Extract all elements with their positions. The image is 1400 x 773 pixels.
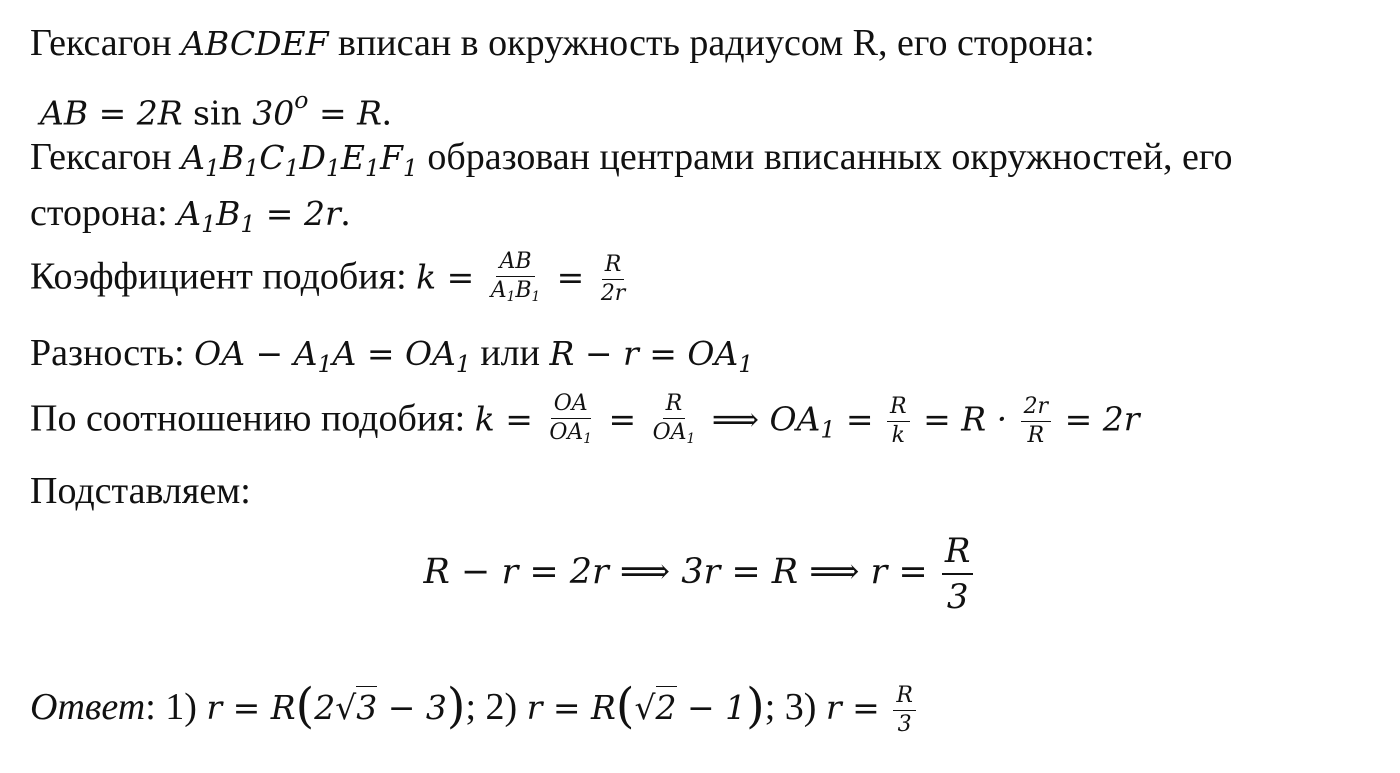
display-equation bbox=[0, 526, 1400, 617]
fraction-2r-over-r bbox=[1021, 395, 1052, 448]
fraction-numerator: R bbox=[893, 684, 916, 711]
math: OA − A bbox=[194, 334, 318, 373]
paren-close: ) bbox=[746, 679, 765, 735]
text: ; 3) bbox=[764, 686, 826, 729]
line-side-formula bbox=[40, 77, 391, 136]
math: ⟹ OA bbox=[701, 399, 821, 439]
period: . bbox=[381, 91, 392, 134]
math: − 1 bbox=[676, 688, 747, 728]
fraction-denominator bbox=[488, 277, 543, 309]
subscript: 1 bbox=[365, 154, 380, 183]
subscript: 1 bbox=[686, 431, 696, 448]
fraction-r-over-k bbox=[887, 395, 910, 448]
math: = bbox=[835, 399, 885, 439]
fraction-r-over-3 bbox=[893, 684, 916, 737]
fraction-numerator: R bbox=[942, 531, 974, 575]
text: Гексагон bbox=[30, 136, 182, 178]
math: A bbox=[181, 138, 205, 177]
subscript: 1 bbox=[240, 210, 256, 239]
math: A bbox=[177, 194, 202, 233]
math: = 2r bbox=[1054, 399, 1140, 439]
fraction-denominator: 3 bbox=[946, 577, 969, 618]
math: − 3 bbox=[377, 688, 447, 728]
text: Разность: bbox=[30, 332, 195, 374]
math: OA bbox=[549, 420, 584, 445]
math: R − r = 2r ⟹ 3r = R ⟹ r = bbox=[423, 552, 939, 592]
sqrt-radicand: 2 bbox=[655, 688, 677, 728]
fraction-numerator: AB bbox=[496, 250, 534, 277]
math: F bbox=[379, 138, 403, 177]
math: A bbox=[490, 278, 507, 303]
sin-function: sin bbox=[193, 93, 242, 133]
fraction-numerator: OA bbox=[551, 392, 591, 419]
subscript: 1 bbox=[583, 431, 592, 448]
subscript: 1 bbox=[531, 289, 541, 306]
math: C bbox=[259, 138, 285, 177]
line-difference bbox=[30, 330, 753, 387]
degree-superscript: o bbox=[294, 86, 309, 114]
answer-label: Ответ bbox=[30, 686, 146, 729]
math: = bbox=[546, 257, 595, 297]
math: r = R bbox=[206, 688, 296, 728]
fraction-r-over-oa1 bbox=[650, 392, 699, 451]
math: k = bbox=[474, 399, 544, 439]
subscript: 1 bbox=[201, 210, 217, 239]
math: R − r = OA bbox=[549, 334, 739, 373]
subscript: 1 bbox=[244, 154, 260, 183]
fraction-oa-over-oa1 bbox=[546, 392, 595, 451]
text: сторона: bbox=[30, 192, 178, 234]
paren-open: ( bbox=[295, 679, 315, 735]
line-substitute bbox=[30, 468, 251, 514]
text: : 1) bbox=[145, 686, 207, 729]
subscript: 1 bbox=[455, 350, 471, 379]
math: E bbox=[340, 138, 365, 177]
paren-close: ) bbox=[446, 679, 466, 735]
math: 30 bbox=[241, 93, 295, 133]
fraction-numerator: 2r bbox=[1021, 395, 1052, 422]
math: 2 bbox=[314, 688, 336, 728]
math: = bbox=[597, 399, 647, 439]
math: A = OA bbox=[332, 334, 456, 373]
fraction-r-over-2r bbox=[598, 253, 629, 306]
subscript: 1 bbox=[402, 154, 418, 183]
subscript: 1 bbox=[506, 289, 516, 306]
subscript: 1 bbox=[284, 154, 300, 183]
math: k = bbox=[416, 257, 485, 297]
text: образован центрами вписанных окружностей, его bbox=[417, 136, 1233, 178]
fraction-numerator: R bbox=[663, 392, 686, 419]
sqrt-radicand: 3 bbox=[356, 688, 378, 728]
text: вписан в окружность радиусом R, его сторона: bbox=[328, 22, 1095, 64]
math: = R · bbox=[912, 399, 1018, 439]
math: D bbox=[299, 138, 326, 177]
text: Гексагон bbox=[30, 22, 182, 64]
fraction-numerator: R bbox=[887, 395, 910, 422]
text: или bbox=[470, 332, 550, 374]
subscript: 1 bbox=[738, 350, 754, 379]
subscript: 1 bbox=[325, 154, 341, 183]
fraction-r-over-3 bbox=[942, 531, 974, 617]
paren-open: ( bbox=[615, 679, 635, 735]
text: ; 2) bbox=[465, 686, 527, 729]
line-hexagon-centers bbox=[30, 134, 1233, 191]
fraction-denominator: R bbox=[1027, 423, 1045, 449]
text: Подставляем: bbox=[30, 470, 251, 512]
line-similarity-relation bbox=[30, 392, 1139, 452]
math: r = bbox=[825, 688, 891, 728]
line-hexagon-inscribed bbox=[30, 20, 1095, 67]
math: OA bbox=[652, 420, 687, 445]
fraction-numerator: R bbox=[602, 253, 625, 280]
period: . bbox=[340, 192, 351, 234]
math: B bbox=[515, 278, 532, 303]
fraction-denominator bbox=[650, 419, 699, 451]
line-similarity-coefficient bbox=[30, 250, 631, 309]
line-small-side bbox=[30, 190, 350, 247]
math: B bbox=[219, 138, 245, 177]
math: AB = 2R bbox=[40, 93, 194, 133]
subscript: 1 bbox=[204, 154, 220, 183]
math: = 2r bbox=[255, 194, 341, 233]
fraction-ab-over-a1b1 bbox=[488, 250, 543, 309]
fraction-denominator: 2r bbox=[600, 281, 626, 307]
fraction-denominator: k bbox=[891, 423, 905, 449]
math: r = R bbox=[526, 688, 616, 728]
math: B bbox=[216, 194, 241, 233]
subscript: 1 bbox=[317, 350, 333, 379]
answer-line bbox=[30, 679, 919, 737]
sqrt-sign: √ bbox=[335, 688, 357, 728]
sqrt-sign: √ bbox=[634, 688, 656, 728]
text: Коэффициент подобия: bbox=[30, 255, 417, 298]
fraction-denominator: 3 bbox=[897, 712, 912, 737]
math-hexagon-name: ABCDEF bbox=[181, 24, 329, 63]
fraction-denominator bbox=[546, 419, 595, 451]
text: По соотношению подобия: bbox=[30, 397, 475, 440]
subscript: 1 bbox=[820, 415, 836, 444]
math: = R bbox=[308, 93, 382, 133]
